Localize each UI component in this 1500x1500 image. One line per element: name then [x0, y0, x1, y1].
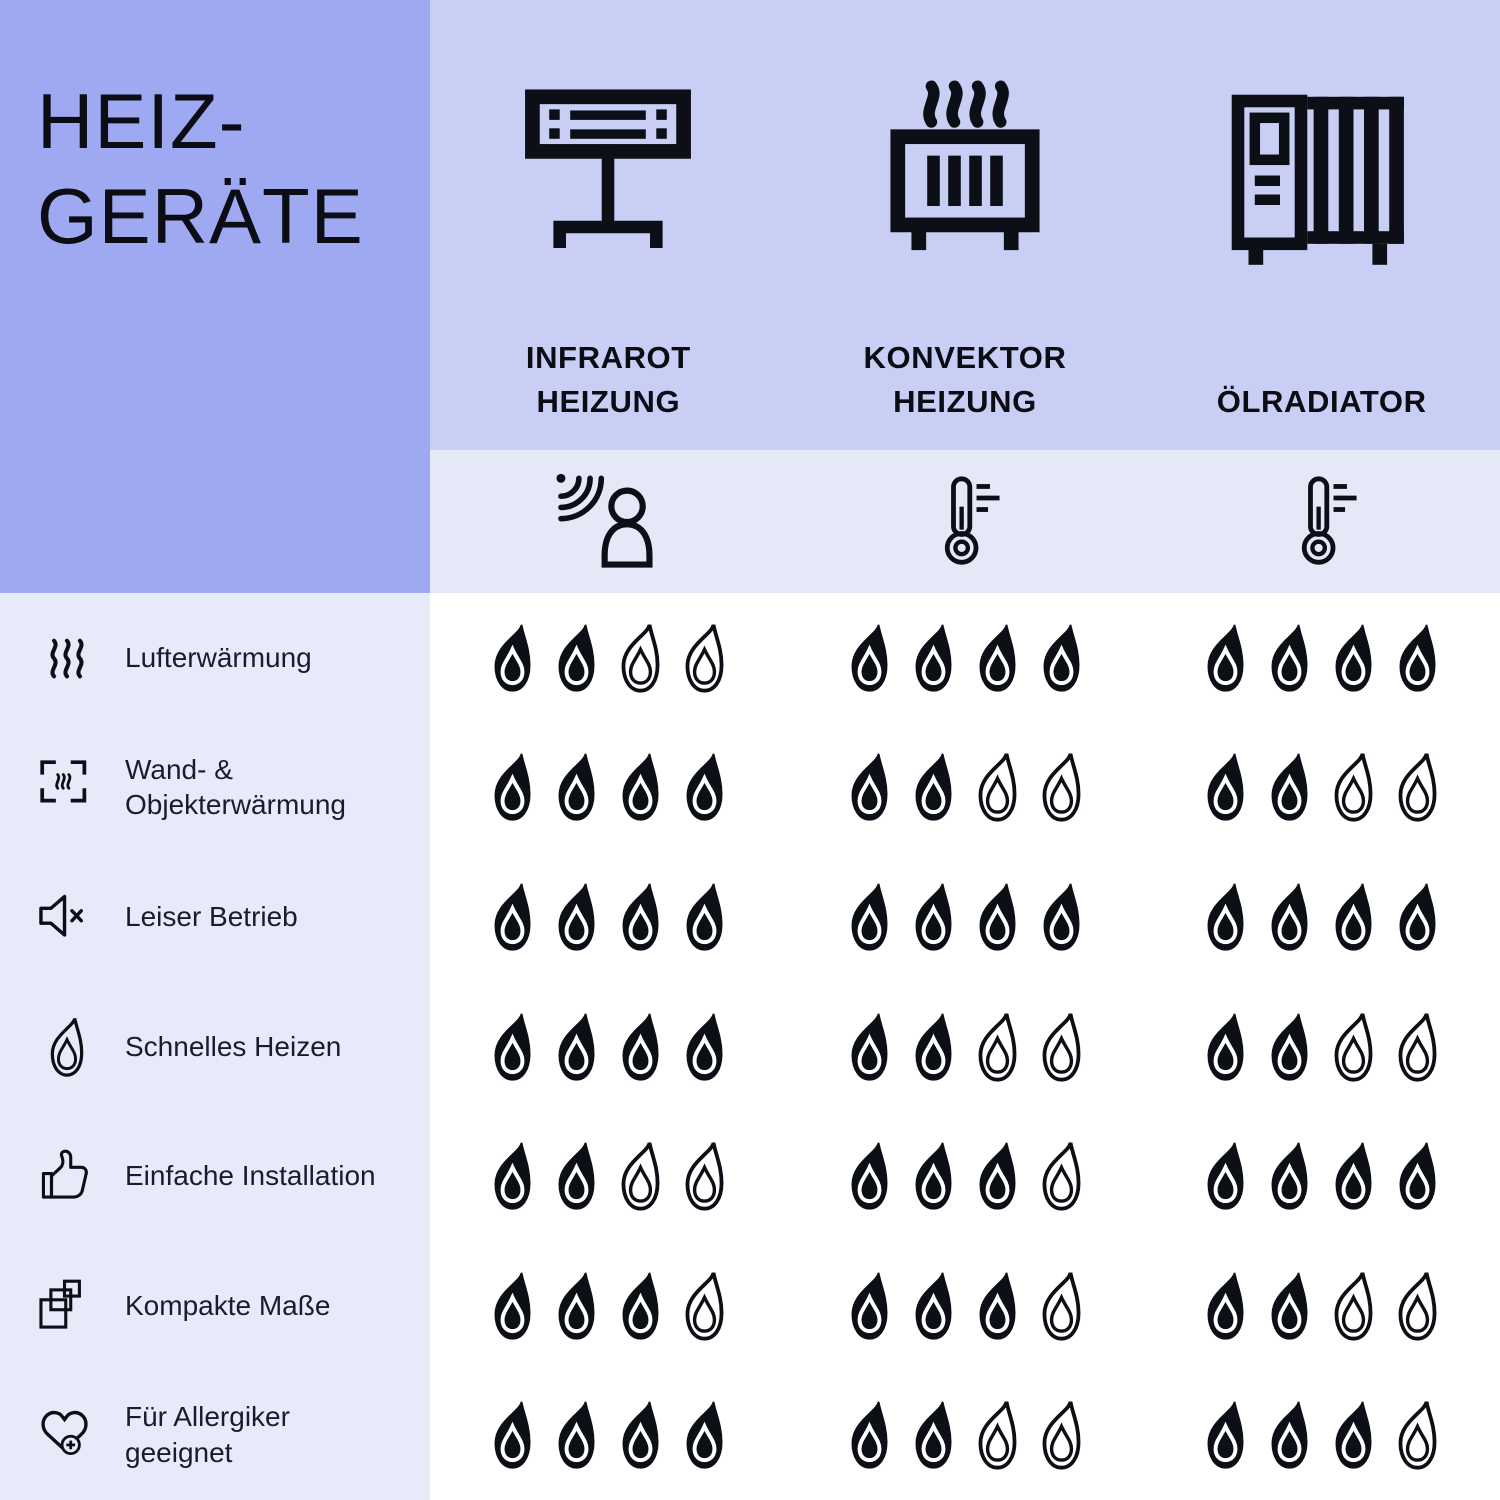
- flame-filled-icon: [1261, 1399, 1318, 1471]
- flame-filled-icon: [1197, 751, 1254, 823]
- flame-filled-icon: [841, 881, 898, 953]
- flame-filled-icon: [969, 1140, 1026, 1212]
- flame-filled-icon: [905, 751, 962, 823]
- rating-cell-oelradiator: [1143, 982, 1500, 1112]
- feature-label-cell: [0, 1111, 430, 1241]
- rating-cell-infrarot: [430, 593, 787, 723]
- flame-filled-icon: [1197, 1011, 1254, 1083]
- rating-cell-oelradiator: [1143, 1241, 1500, 1371]
- rating-cell-infrarot: [430, 723, 787, 853]
- rating-cell-konvektor: [787, 852, 1144, 982]
- rating-cell-konvektor: [787, 1370, 1144, 1500]
- feature-label-line: Lufterwärmung: [125, 641, 312, 673]
- flame-filled-icon: [841, 622, 898, 694]
- feature-row: [0, 593, 1500, 723]
- flame-filled-icon: [905, 1140, 962, 1212]
- rating-cell-infrarot: [430, 982, 787, 1112]
- feature-label: [125, 752, 346, 824]
- column-label-line: ÖLRADIATOR: [1216, 383, 1427, 419]
- flame-filled-icon: [969, 881, 1026, 953]
- flame-outline-icon: [1033, 751, 1090, 823]
- flame-filled-icon: [676, 751, 733, 823]
- flame-filled-icon: [484, 1011, 541, 1083]
- flame-filled-icon: [612, 1399, 669, 1471]
- column-label-line: HEIZUNG: [536, 383, 681, 419]
- thermometer-icon: [917, 472, 1013, 572]
- flame-outline-icon: [1389, 1399, 1446, 1471]
- feature-row: [0, 852, 1500, 982]
- feature-label: [125, 640, 312, 676]
- flame-filled-icon: [548, 1140, 605, 1212]
- flame-filled-icon: [1197, 881, 1254, 953]
- flame-outline-icon: [1325, 751, 1382, 823]
- flame-filled-icon: [1389, 622, 1446, 694]
- flame-filled-icon: [1033, 881, 1090, 953]
- flame-outline-icon: [969, 1011, 1026, 1083]
- flame-filled-icon: [484, 751, 541, 823]
- flame-filled-icon: [1325, 1140, 1382, 1212]
- flame-filled-icon: [1325, 881, 1382, 953]
- feature-row: [0, 1241, 1500, 1371]
- rating-cell-konvektor: [787, 723, 1144, 853]
- convector-heater-icon: [849, 80, 1081, 290]
- feature-label-line: Einfache Installation: [125, 1160, 376, 1192]
- flame-filled-icon: [1261, 751, 1318, 823]
- flame-filled-icon: [1389, 1140, 1446, 1212]
- feature-label-line: Objekterwärmung: [125, 789, 346, 821]
- rating-cell-oelradiator: [1143, 723, 1500, 853]
- flame-filled-icon: [612, 1270, 669, 1342]
- feature-row: [0, 1370, 1500, 1500]
- flame-filled-icon: [548, 1399, 605, 1471]
- rating-cell-konvektor: [787, 982, 1144, 1112]
- oil-radiator-icon: [1206, 80, 1438, 290]
- column-label-line: INFRAROT: [525, 339, 691, 375]
- flame-outline-icon: [1033, 1270, 1090, 1342]
- rating-cell-infrarot: [430, 1370, 787, 1500]
- heating-principle-band: [430, 450, 1500, 593]
- page-title-line2: GERÄTE: [37, 172, 364, 261]
- flame-filled-icon: [1389, 881, 1446, 953]
- feature-label: [125, 1158, 376, 1194]
- feature-row: [0, 982, 1500, 1112]
- flame-outline-icon: [676, 1270, 733, 1342]
- column-headers: [430, 0, 1500, 450]
- column-label-infrarot: [430, 330, 787, 424]
- title-block: [0, 0, 430, 593]
- feature-label-cell: [0, 982, 430, 1112]
- flame-filled-icon: [905, 1011, 962, 1083]
- flame-filled-icon: [841, 1011, 898, 1083]
- heart-plus-icon: [36, 1404, 98, 1466]
- flame-filled-icon: [1197, 622, 1254, 694]
- feature-label-line: Für Allergiker: [125, 1401, 290, 1433]
- column-label-konvektor: [787, 330, 1144, 424]
- flame-filled-icon: [1261, 1140, 1318, 1212]
- flame-filled-icon: [905, 881, 962, 953]
- rating-cell-konvektor: [787, 1111, 1144, 1241]
- flame-filled-icon: [548, 881, 605, 953]
- rating-cell-infrarot: [430, 1241, 787, 1371]
- column-header-konvektor: [787, 0, 1144, 450]
- flame-outline-icon: [1389, 1270, 1446, 1342]
- flame-filled-icon: [1033, 622, 1090, 694]
- feature-label-cell: [0, 723, 430, 853]
- page-title: [37, 74, 430, 264]
- flame-filled-icon: [676, 881, 733, 953]
- flame-outline-icon: [612, 622, 669, 694]
- infrared-heater-icon: [492, 80, 724, 290]
- feature-label-line: Schnelles Heizen: [125, 1030, 342, 1062]
- flame-filled-icon: [612, 1011, 669, 1083]
- rating-cell-infrarot: [430, 1111, 787, 1241]
- thermometer-icon: [1274, 472, 1370, 572]
- flame-filled-icon: [484, 622, 541, 694]
- feature-label: [125, 899, 298, 935]
- flame-outline-icon: [1389, 751, 1446, 823]
- flame-filled-icon: [1261, 881, 1318, 953]
- page-title-line1: HEIZ-: [37, 77, 246, 165]
- flame-filled-icon: [905, 1399, 962, 1471]
- flame-filled-icon: [1197, 1140, 1254, 1212]
- flame-filled-icon: [484, 1399, 541, 1471]
- rating-cell-konvektor: [787, 1241, 1144, 1371]
- column-header-infrarot: [430, 0, 787, 450]
- thumbs-up-icon: [36, 1145, 98, 1207]
- rating-cell-infrarot: [430, 852, 787, 982]
- rating-cell-konvektor: [787, 593, 1144, 723]
- flame-filled-icon: [969, 622, 1026, 694]
- band-cell-konvektor: [787, 450, 1144, 593]
- feature-label-cell: [0, 593, 430, 723]
- flame-filled-icon: [1325, 1399, 1382, 1471]
- column-label-line: HEIZUNG: [893, 383, 1037, 419]
- flame-filled-icon: [905, 622, 962, 694]
- rating-cell-oelradiator: [1143, 593, 1500, 723]
- flame-filled-icon: [841, 1140, 898, 1212]
- feature-label-cell: [0, 852, 430, 982]
- flame-outline-icon: [612, 1140, 669, 1212]
- flame-filled-icon: [548, 622, 605, 694]
- compact-size-icon: [36, 1275, 98, 1337]
- feature-label-cell: [0, 1241, 430, 1371]
- feature-label-line: Kompakte Maße: [125, 1289, 331, 1321]
- flame-filled-icon: [676, 1011, 733, 1083]
- column-header-oelradiator: [1143, 0, 1500, 450]
- flame-filled-icon: [841, 751, 898, 823]
- flame-filled-icon: [484, 881, 541, 953]
- feature-label: [125, 1029, 341, 1065]
- flame-filled-icon: [612, 881, 669, 953]
- flame-outline-icon: [1033, 1399, 1090, 1471]
- feature-label-cell: [0, 1370, 430, 1500]
- feature-label: [125, 1288, 330, 1324]
- feature-label-line: Wand- &: [125, 753, 233, 785]
- radiation-person-icon: [539, 466, 677, 578]
- flame-outline-icon: [1033, 1140, 1090, 1212]
- flame-outline-icon: [1389, 1011, 1446, 1083]
- flame-filled-icon: [841, 1399, 898, 1471]
- flame-filled-icon: [1261, 1270, 1318, 1342]
- flame-outline-icon: [969, 1399, 1026, 1471]
- column-label-line: KONVEKTOR: [863, 339, 1067, 375]
- rating-cell-oelradiator: [1143, 1370, 1500, 1500]
- flame-outline-icon: [1033, 1011, 1090, 1083]
- flame-outline-icon: [969, 751, 1026, 823]
- flame-filled-icon: [548, 1270, 605, 1342]
- flame-filled-icon: [1197, 1399, 1254, 1471]
- feature-label-line: geeignet: [125, 1437, 233, 1469]
- flame-filled-icon: [1261, 622, 1318, 694]
- flame-filled-icon: [676, 1399, 733, 1471]
- column-label-oelradiator: [1143, 330, 1500, 424]
- flame-filled-icon: [484, 1270, 541, 1342]
- flame-filled-icon: [484, 1140, 541, 1212]
- muted-speaker-icon: [36, 886, 98, 948]
- flame-filled-icon: [905, 1270, 962, 1342]
- rating-cell-oelradiator: [1143, 1111, 1500, 1241]
- flame-filled-icon: [548, 1011, 605, 1083]
- flame-outline-icon: [36, 1016, 98, 1078]
- flame-outline-icon: [676, 1140, 733, 1212]
- feature-row: [0, 723, 1500, 853]
- feature-label-line: Leiser Betrieb: [125, 901, 298, 933]
- flame-outline-icon: [676, 622, 733, 694]
- flame-filled-icon: [548, 751, 605, 823]
- flame-outline-icon: [1325, 1011, 1382, 1083]
- band-cell-oelradiator: [1143, 450, 1500, 593]
- comparison-rows: [0, 593, 1500, 1500]
- wall-object-heating-icon: [36, 756, 98, 818]
- flame-filled-icon: [841, 1270, 898, 1342]
- flame-outline-icon: [1325, 1270, 1382, 1342]
- flame-filled-icon: [969, 1270, 1026, 1342]
- flame-filled-icon: [1261, 1011, 1318, 1083]
- feature-row: [0, 1111, 1500, 1241]
- rating-cell-oelradiator: [1143, 852, 1500, 982]
- heat-waves-icon: [40, 630, 94, 686]
- flame-filled-icon: [1325, 622, 1382, 694]
- band-cell-infrarot: [430, 450, 787, 593]
- feature-label: [125, 1399, 290, 1471]
- flame-filled-icon: [1197, 1270, 1254, 1342]
- flame-filled-icon: [612, 751, 669, 823]
